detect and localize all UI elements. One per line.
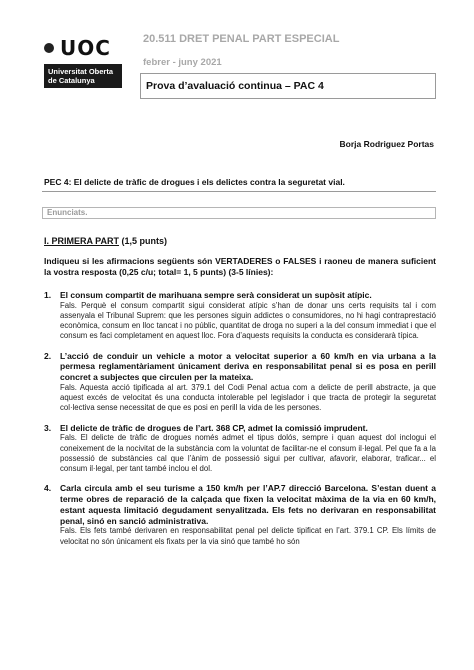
logo-subtitle-line2: de Catalunya [48, 76, 95, 85]
logo-text: UOC [60, 36, 111, 60]
author-name: Borja Rodriguez Portas [339, 139, 434, 149]
question-number: 1. [44, 290, 52, 300]
question-item [44, 351, 436, 414]
question-item [44, 483, 436, 547]
logo-subtitle-line1: Universitat Oberta [48, 67, 114, 76]
logo-mark [44, 36, 122, 60]
assignment-title: Prova d’avaluació continua – PAC 4 [140, 73, 436, 99]
question-item [44, 423, 436, 475]
course-code: 20.511 DRET PENAL PART ESPECIAL [143, 33, 340, 45]
divider [42, 191, 436, 192]
uoc-logo [44, 36, 122, 88]
instructions: Indiqueu si les afirmacions següents són VERTADERES o FALSES i raoneu de manera suficient la vostra resposta (0,25 c/u; total= 1, 5 punts) (3-5 línies): [44, 256, 436, 277]
question-number: 3. [44, 422, 52, 433]
question-list [44, 290, 436, 556]
question-answer: Fals. Perquè el consum compartit sigui considerat atípic s’han de donar uns certs requisits tal i com assenyala el Tribunal Suprem: que les persones siguin addictes o consumidores, no hi hagi contraprestació econòmica, consum en lloc tancat i no públic, quantitat de droga no superi a la del consum immediat i que el consum es faci completament en aquest lloc. Fora d’aquests requisits la conducta es considerarà típica. [60, 300, 436, 341]
semester: febrer - juny 2021 [143, 57, 222, 68]
question-number: 2. [44, 350, 52, 361]
question-answer: Fals. El delicte de tràfic de drogues només admet el tipus dolós, sempre i quan aquest dol inclogui el coneixement de la nocivitat de la substància com la voluntat de facilitar-ne el consum il·legal. Pel que fa a la possessió de substàncies cal que l’ànim de possessió sigui per cultivar, afavorir, elaborar, traficar... el consum il·legal, per tant també inclou el dol. [60, 433, 436, 474]
pec-title: PEC 4: El delicte de tràfic de drogues i els delictes contra la seguretat vial. [44, 177, 345, 187]
question-statement: Carla circula amb el seu turisme a 150 km/h per l’AP.7 direcció Barcelona. S’estan duent a terme obres de reparació de la calçada que fixen la velocitat màxima de la via en 60 km/h, estant aquesta limitació degudament senyalitzada. Els fets no derivaran en responsabilitat penal, sinó en sanció administrativa. [60, 483, 436, 526]
question-item [44, 290, 436, 342]
question-number: 4. [44, 483, 52, 494]
logo-dot-icon [44, 43, 54, 53]
part-points: (1,5 punts) [121, 236, 168, 246]
part-title-text: I. PRIMERA PART [44, 236, 120, 246]
section-label: Enunciats. [42, 207, 436, 219]
question-answer: Fals. Els fets també derivaren en responsabilitat penal pel delicte tipificat en l’art. 379.1 CP. Els límits de velocitat no són únicament els fixats per la via sinó que també ho són [60, 526, 436, 546]
question-statement: El delicte de tràfic de drogues de l’art. 368 CP, admet la comissió imprudent. [60, 422, 368, 433]
part-title [44, 236, 167, 246]
logo-subtitle [44, 64, 122, 88]
question-statement: El consum compartit de marihuana sempre serà considerat un supòsit atípic. [60, 290, 372, 300]
question-statement: L’acció de conduir un vehicle a motor a velocitat superior a 60 km/h en via urbana a la permesa reglamentàriament únicament deriva en responsabilitat penal si es posa en perill concret a subjectes que circulen per la mateixa. [60, 350, 436, 383]
question-answer: Fals. Aquesta acció tipificada al art. 379.1 del Codi Penal actua com a delicte de perill abstracte, ja que aquest excés de velocitat és una conducta intolerable pel legislador i que tracta de protegir la seguretat col·lectiva sense necessitat de que es posi en perill la vida de les persones. [60, 383, 436, 413]
